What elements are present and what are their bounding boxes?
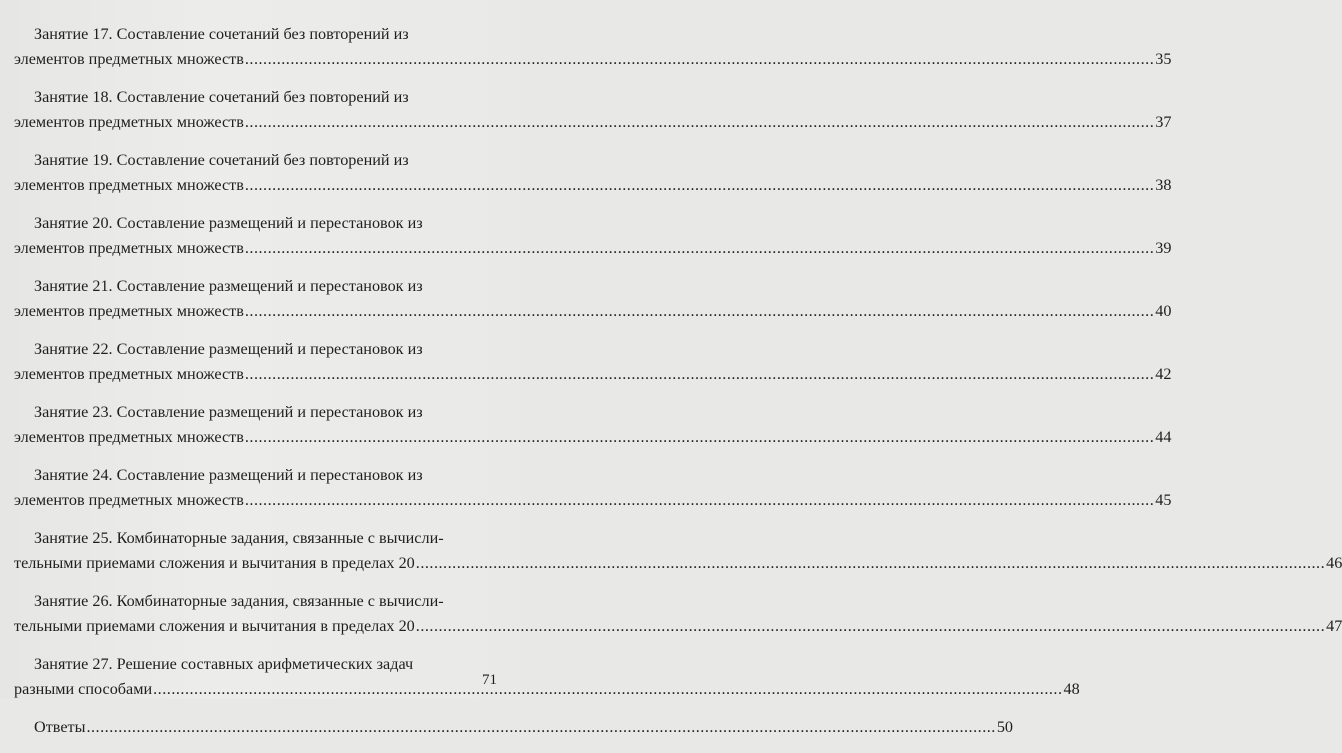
dot-leader	[416, 614, 1325, 639]
toc-entry-title-continued: тельными приемами сложения и вычитания в пределах 20	[14, 617, 415, 635]
toc-entry-title-continued: элементов предметных множеств	[14, 428, 244, 446]
toc-entry-title: Занятие 17. Составление сочетаний без повторений из	[34, 25, 409, 43]
toc-page-number: 50	[996, 718, 1014, 736]
toc-entry-24	[14, 463, 1172, 513]
toc-page-number: 35	[1155, 50, 1172, 68]
toc-entry-title-continued: элементов предметных множеств	[14, 491, 244, 509]
toc-entry-22	[14, 337, 1172, 387]
toc-entry-23	[14, 400, 1172, 450]
table-of-contents	[14, 22, 1342, 753]
toc-entry-title-continued: элементов предметных множеств	[14, 365, 244, 383]
toc-entry-title-continued: элементов предметных множеств	[14, 239, 244, 257]
toc-entry-18	[14, 85, 1172, 135]
toc-entry-title: Занятие 27. Решение составных арифметических задач	[34, 655, 414, 673]
toc-entry-title: Занятие 23. Составление размещений и перестановок из	[34, 403, 423, 421]
toc-entry-19	[14, 148, 1172, 198]
toc-entry-title: Занятие 26. Комбинаторные задания, связанные с вычисли-	[34, 592, 444, 610]
toc-page-number: 45	[1155, 491, 1172, 509]
dot-leader	[245, 236, 1154, 261]
dot-leader	[153, 677, 1062, 702]
toc-page-number: 48	[1063, 680, 1080, 698]
toc-entry-title-continued: элементов предметных множеств	[14, 176, 244, 194]
toc-entry-title-continued: тельными приемами сложения и вычитания в пределах 20	[14, 554, 415, 572]
toc-entry-27	[14, 652, 1080, 702]
toc-answers-label: Ответы	[34, 718, 86, 736]
dot-leader	[245, 47, 1154, 72]
toc-entry-17	[14, 22, 1172, 72]
toc-entry-26	[14, 589, 1342, 639]
toc-entry-title: Занятие 19. Составление сочетаний без повторений из	[34, 151, 409, 169]
toc-entry-title-continued: разными способами	[14, 680, 153, 698]
toc-entry-title-continued: элементов предметных множеств	[14, 113, 244, 131]
dot-leader	[245, 425, 1154, 450]
toc-entry-title-continued: элементов предметных множеств	[14, 50, 244, 68]
toc-entry-title: Занятие 18. Составление сочетаний без повторений из	[34, 88, 409, 106]
toc-page-number: 37	[1155, 113, 1172, 131]
toc-page-number: 42	[1155, 365, 1172, 383]
toc-entry-20	[14, 211, 1172, 261]
toc-entry-title: Занятие 21. Составление размещений и перестановок из	[34, 277, 423, 295]
dot-leader	[245, 110, 1154, 135]
dot-leader	[245, 362, 1154, 387]
page-folio-number: 71	[482, 672, 497, 688]
toc-entry-21	[14, 274, 1172, 324]
dot-leader	[416, 551, 1325, 576]
toc-entry-title: Занятие 20. Составление размещений и перестановок из	[34, 214, 423, 232]
toc-page-number: 39	[1155, 239, 1172, 257]
toc-page-number: 46	[1326, 554, 1342, 572]
dot-leader	[245, 488, 1154, 513]
dot-leader	[86, 715, 995, 740]
toc-page-number: 38	[1155, 176, 1172, 194]
dot-leader	[245, 299, 1154, 324]
toc-page-number: 44	[1155, 428, 1172, 446]
toc-entry-answers	[14, 715, 1014, 740]
toc-entry-title: Занятие 25. Комбинаторные задания, связанные с вычисли-	[34, 529, 444, 547]
dot-leader	[245, 173, 1154, 198]
toc-entry-title: Занятие 22. Составление размещений и перестановок из	[34, 340, 423, 358]
toc-entry-25	[14, 526, 1342, 576]
toc-page-number: 47	[1326, 617, 1342, 635]
toc-entry-title-continued: элементов предметных множеств	[14, 302, 244, 320]
toc-page-number: 40	[1155, 302, 1172, 320]
toc-entry-title: Занятие 24. Составление размещений и перестановок из	[34, 466, 423, 484]
